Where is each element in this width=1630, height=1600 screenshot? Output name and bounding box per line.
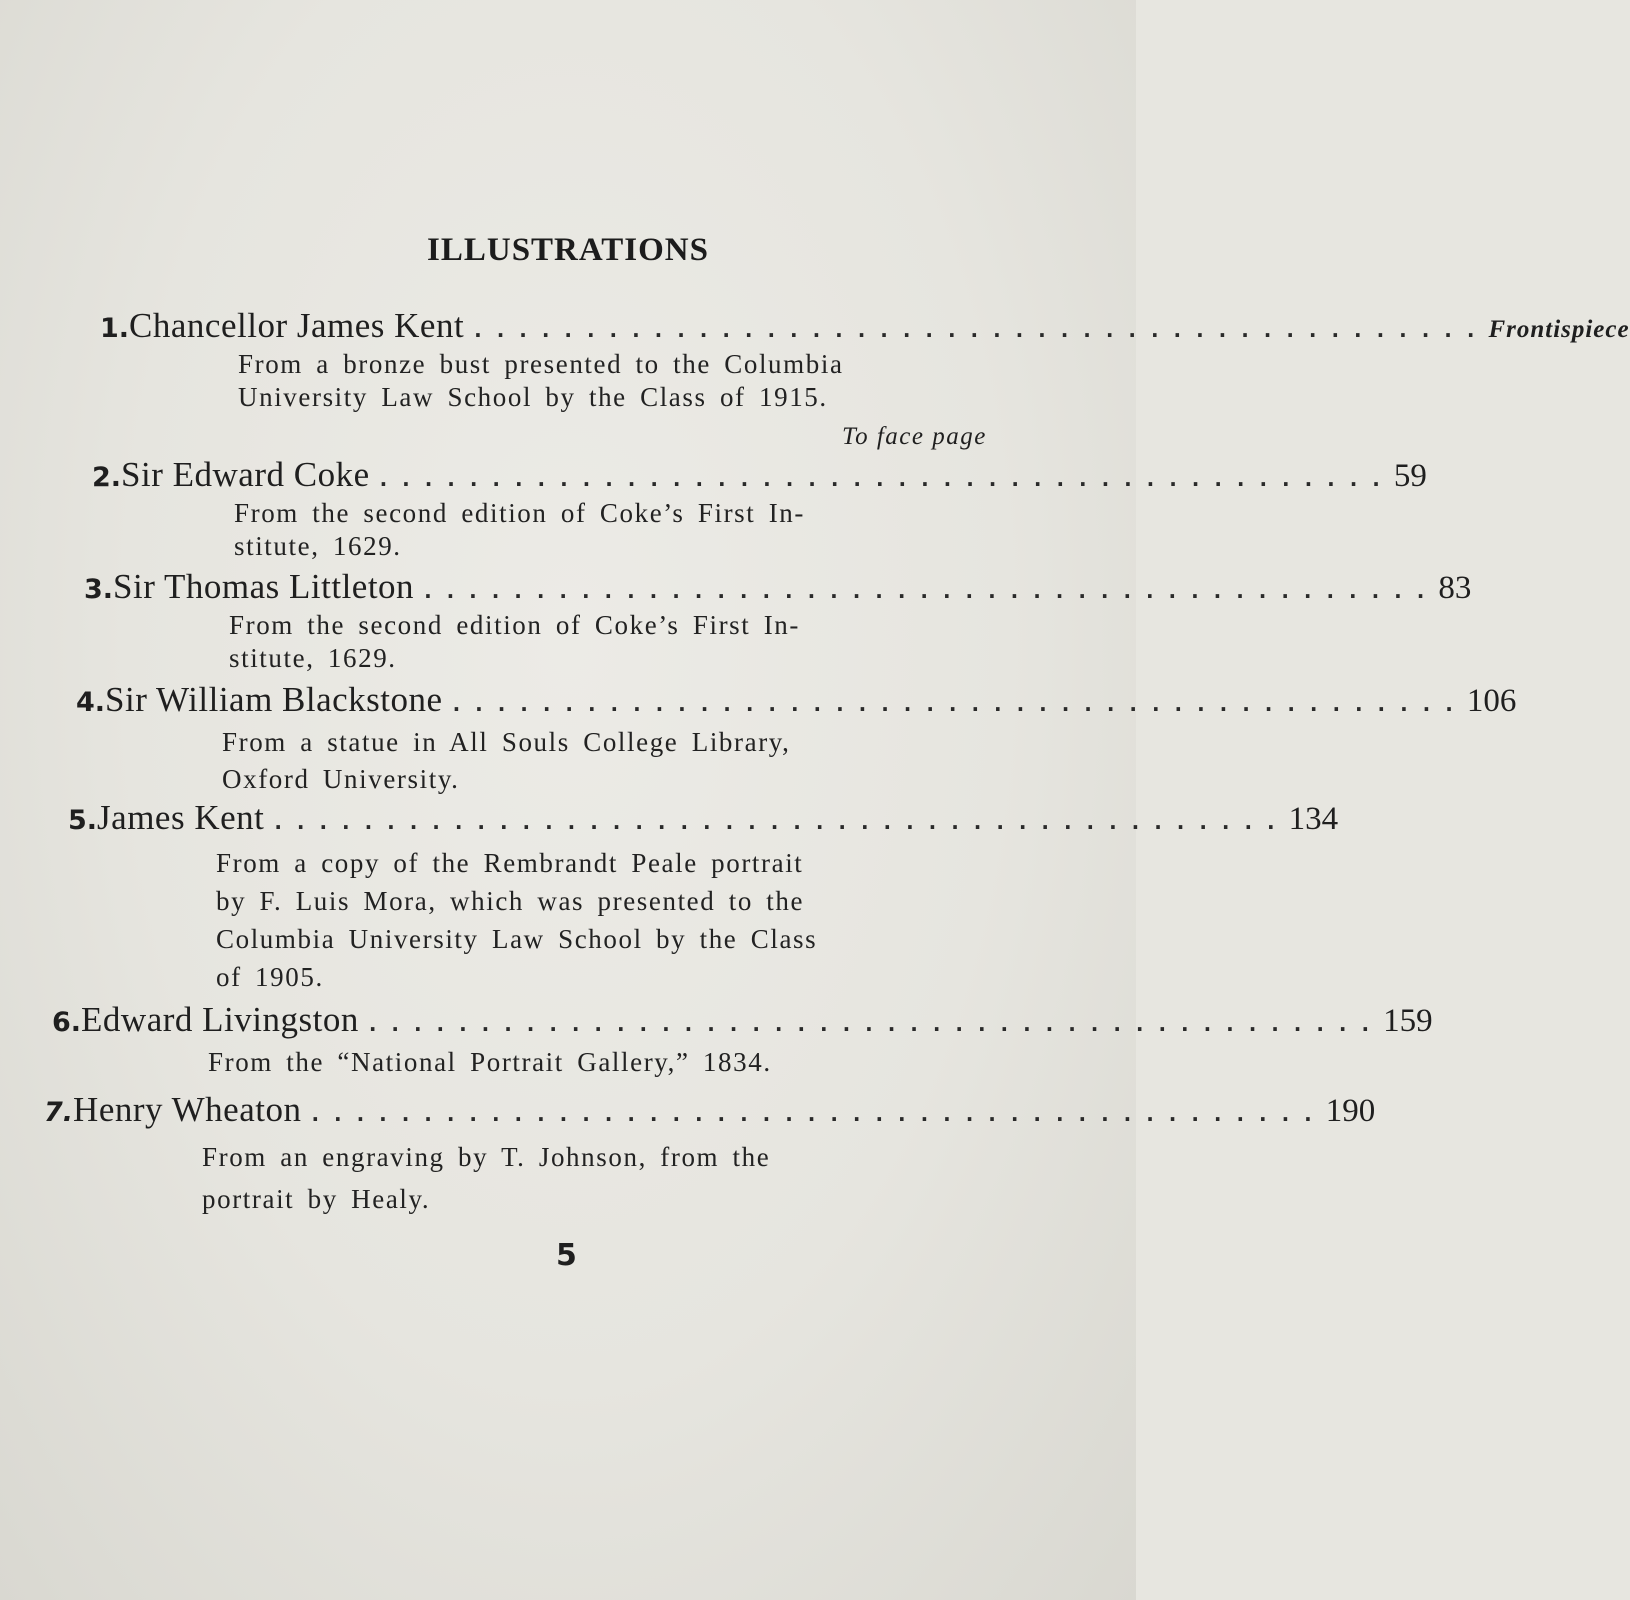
dot-leader: . . . . . . . . . . . . . . . . . . . . . . . . . . . . . . . . . . . . . . . . . . . . . [379,467,1384,491]
dot-leader: . . . . . . . . . . . . . . . . . . . . . . . . . . . . . . . . . . . . . . . . . . . . . [474,318,1479,342]
entry-row [44,1090,1376,1130]
entry-page: 59 [1393,458,1427,494]
entry-number: 1. [100,313,130,344]
entry-title: Sir William Blackstone [105,680,443,719]
entry-page: 83 [1438,570,1472,606]
description-line: From a statue in All Souls College Library, [222,727,791,757]
description-line: by F. Luis Mora, which was presented to the [216,886,805,916]
entry-description [234,497,1024,563]
entry-title: Sir Edward Coke [121,455,370,494]
description-line: University Law School by the Class of 1915. [238,382,828,412]
dot-leader: . . . . . . . . . . . . . . . . . . . . . . . . . . . . . . . . . . . . . . . . . . . . . [368,1012,1374,1036]
description-line: stitute, 1629. [229,643,397,673]
entry-description [216,844,1058,996]
list-item [84,567,1472,675]
list-item [68,798,1339,996]
list-item [44,1090,1376,1220]
entry-number: 4. [76,687,106,718]
entry-page: 134 [1288,801,1339,837]
entry-number: 2. [92,462,122,493]
description-line: of 1905. [216,962,324,992]
dot-leader: . . . . . . . . . . . . . . . . . . . . . . . . . . . . . . . . . . . . . . . . . . . . . [424,579,1429,603]
entry-row [68,798,1339,838]
entry-page: 159 [1383,1003,1433,1039]
dot-leader: . . . . . . . . . . . . . . . . . . . . . . . . . . . . . . . . . . . . . . . . . . . . . [274,810,1279,834]
entry-title: Henry Wheaton [73,1090,302,1129]
description-line: stitute, 1629. [234,531,402,561]
entry-row [100,306,1630,346]
entry-row [84,567,1472,607]
page-heading: ILLUSTRATIONS [427,232,709,268]
list-item [100,306,1630,414]
description-line: From a bronze bust presented to the Columbia [238,349,844,379]
entry-title: James Kent [97,798,265,837]
dot-leader: . . . . . . . . . . . . . . . . . . . . . . . . . . . . . . . . . . . . . . . . . . . . . [452,692,1457,716]
entry-description [202,1136,1084,1220]
page-number: 5 [556,1238,577,1273]
description-line: From the second edition of Coke’s First In- [234,498,805,528]
entry-description [208,1046,1076,1079]
description-line: From a copy of the Rembrandt Peale portrait [216,848,804,878]
description-line: portrait by Healy. [202,1184,431,1214]
entry-page: 190 [1325,1093,1376,1129]
to-face-page-label: To face page [842,423,987,450]
entry-title: Sir Thomas Littleton [113,567,415,606]
entry-title: Edward Livingston [81,1000,359,1039]
entry-description [222,724,1046,798]
list-item [76,680,1517,798]
description-line: From the second edition of Coke’s First In- [229,610,800,640]
entry-row [76,680,1517,720]
dot-leader: . . . . . . . . . . . . . . . . . . . . . . . . . . . . . . . . . . . . . . . . . . . . . [311,1102,1316,1126]
description-line: Columbia University Law School by the Class [216,924,818,954]
entry-number: 3. [84,574,114,605]
description-line: Oxford University. [222,764,460,794]
entry-number: 7. [44,1097,74,1128]
entry-row [92,455,1427,495]
list-item [92,455,1427,563]
entry-row [52,1000,1433,1040]
entry-title: Chancellor James Kent [129,306,465,345]
entry-description [238,348,1012,414]
description-line: From the “National Portrait Gallery,” 1834. [208,1047,772,1077]
entry-number: 5. [68,805,98,836]
entry-description [229,609,1034,675]
entry-page: 106 [1466,683,1517,719]
description-line: From an engraving by T. Johnson, from the [202,1142,771,1172]
list-item [52,1000,1433,1079]
entry-page: Frontispiece [1488,316,1630,343]
entry-number: 6. [52,1007,82,1038]
